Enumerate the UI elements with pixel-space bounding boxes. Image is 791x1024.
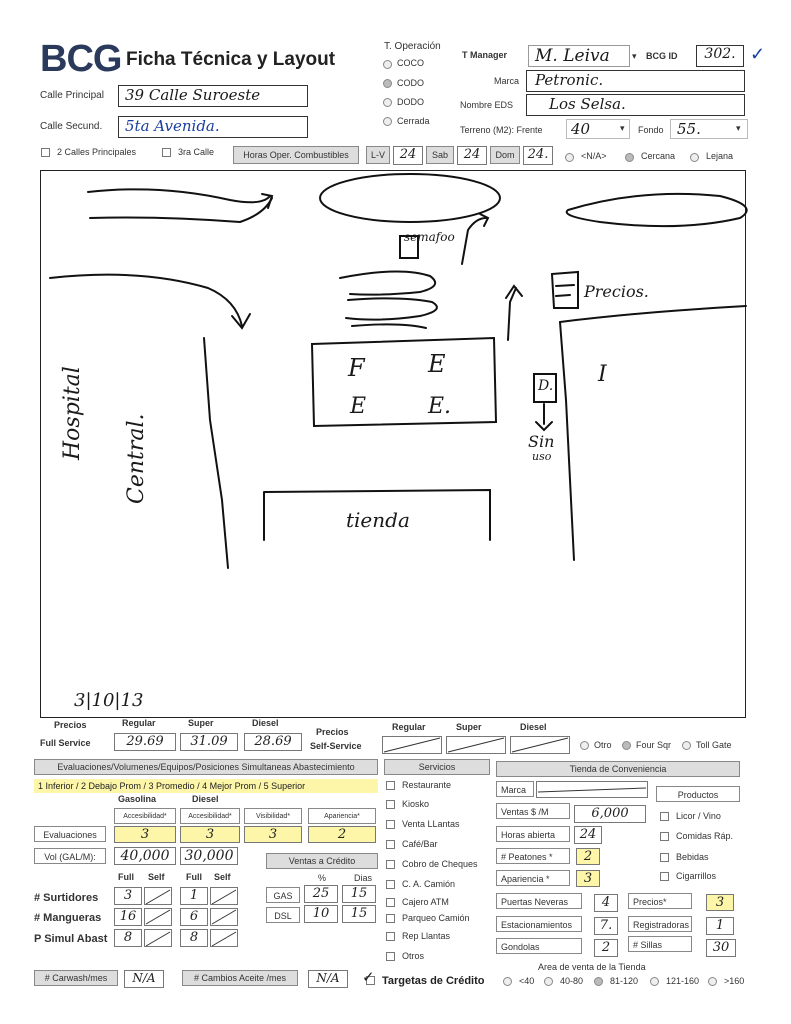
- self-gas-header: Self: [148, 872, 165, 882]
- accesibilidad-gas-header: Accesibilidad*: [114, 808, 176, 824]
- peatones-field[interactable]: 2: [576, 848, 600, 865]
- producto-label-2: Comidas Ráp.: [676, 831, 734, 841]
- dos-calles-checkbox[interactable]: [41, 148, 50, 157]
- ventas-label: Ventas $ /M: [496, 803, 570, 819]
- eval-apariencia[interactable]: 2: [308, 826, 376, 843]
- radio-area-2[interactable]: [544, 977, 553, 986]
- radio-area-1[interactable]: [503, 977, 512, 986]
- fondo-field[interactable]: 55.: [670, 119, 748, 139]
- servicio-label-3: Venta LLantas: [402, 819, 460, 829]
- scale-legend: 1 Inferior / 2 Debajo Prom / 3 Promedio / 4 Mejor Prom / 5 Superior: [34, 779, 378, 793]
- lv-label: L-V: [366, 146, 390, 164]
- precios-tienda-label: Precios*: [628, 893, 692, 909]
- simul-full-dsl[interactable]: 8: [180, 929, 208, 947]
- servicio-checkbox-2[interactable]: [386, 800, 395, 809]
- estacionamientos-field[interactable]: 7.: [594, 917, 618, 935]
- credito-dsl-label: DSL: [266, 907, 300, 923]
- producto-checkbox-3[interactable]: [660, 853, 669, 862]
- tercera-calle-checkbox[interactable]: [162, 148, 171, 157]
- sketch-uso-label: uso: [532, 450, 552, 463]
- option-coco: COCO: [397, 58, 424, 68]
- vol-gas-field[interactable]: 40,000: [114, 847, 176, 865]
- credito-gas-label: GAS: [266, 887, 300, 903]
- surtidores-full-dsl[interactable]: 1: [180, 887, 208, 905]
- super-price-field[interactable]: 31.09: [180, 733, 238, 751]
- apariencia-tienda-label: Apariencia *: [496, 870, 570, 886]
- credito-dsl-dias[interactable]: 15: [342, 905, 376, 923]
- sketch-pump-d-label: D.: [538, 378, 554, 394]
- full-service-label: Full Service: [40, 738, 91, 748]
- vol-dsl-field[interactable]: 30,000: [180, 847, 238, 865]
- marca-label: Marca: [494, 76, 520, 86]
- calle-principal-field[interactable]: 39 Calle Suroeste: [118, 85, 308, 107]
- cambios-aceite-field[interactable]: N/A: [308, 970, 348, 988]
- producto-checkbox-2[interactable]: [660, 832, 669, 841]
- gondolas-field[interactable]: 2: [594, 939, 618, 957]
- full-dsl-header: Full: [186, 872, 202, 882]
- area-option-3: 81-120: [610, 976, 639, 986]
- self-super-header: Super: [456, 722, 482, 732]
- terreno-frente-field[interactable]: 40: [566, 119, 630, 139]
- radio-lejana[interactable]: [690, 153, 699, 162]
- radio-four-sqr[interactable]: [622, 741, 631, 750]
- visibilidad-header: Visibilidad*: [244, 808, 302, 824]
- credito-dsl-pct[interactable]: 10: [304, 905, 338, 923]
- mangueras-full-dsl[interactable]: 6: [180, 908, 208, 926]
- evaluaciones-header-button[interactable]: Evaluaciones/Volumenes/Equipos/Posiciones Simultaneas Abastecimiento: [34, 759, 378, 775]
- tienda-conveniencia-button[interactable]: Tienda de Conveniencia: [496, 761, 740, 777]
- servicio-checkbox-7[interactable]: [386, 898, 395, 907]
- sketch-pump-d: E.: [428, 394, 452, 419]
- sketch-tienda-label: tienda: [346, 508, 410, 532]
- producto-checkbox-1[interactable]: [660, 812, 669, 821]
- tercera-calle-label: 3ra Calle: [178, 147, 215, 157]
- self-service-strike: [380, 734, 580, 758]
- t-manager-field[interactable]: M. Leiva: [528, 45, 630, 67]
- option-cerrada: Cerrada: [397, 116, 430, 126]
- dom-field[interactable]: 24.: [523, 146, 553, 165]
- precios-tienda-field[interactable]: 3: [706, 894, 734, 911]
- producto-label-4: Cigarrillos: [676, 871, 717, 881]
- sketch-semaforo-label: semafoo: [404, 230, 455, 244]
- horas-oper-button[interactable]: Horas Oper. Combustibles: [233, 146, 359, 164]
- fondo-label: Fondo: [638, 125, 664, 135]
- self-diesel-header: Diesel: [520, 722, 547, 732]
- credito-gas-pct[interactable]: 25: [304, 885, 338, 903]
- servicio-checkbox-1[interactable]: [386, 781, 395, 790]
- radio-area-5[interactable]: [708, 977, 717, 986]
- servicio-label-2: Kiosko: [402, 799, 430, 809]
- full-gas-header: Full: [118, 872, 134, 882]
- diesel-price-field[interactable]: 28.69: [244, 733, 302, 751]
- area-venta-label: Area de venta de la Tienda: [538, 962, 646, 972]
- accesibilidad-dsl-header: Accesibilidad*: [180, 808, 240, 824]
- na-label: <N/A>: [581, 151, 607, 161]
- apariencia-tienda-field[interactable]: 3: [576, 870, 600, 887]
- horas-abierta-label: Horas abierta: [496, 826, 570, 842]
- calle-principal-label: Calle Principal: [40, 90, 104, 101]
- tienda-marca-label: Marca: [496, 781, 534, 797]
- ventas-credito-button[interactable]: Ventas a Crédito: [266, 853, 378, 869]
- servicio-checkbox-8[interactable]: [386, 914, 395, 923]
- producto-label-3: Bebidas: [676, 852, 709, 862]
- servicio-label-9: Rep Llantas: [402, 931, 451, 941]
- calle-secund-label: Calle Secund.: [40, 121, 103, 132]
- tarjetas-label: Targetas de Crédito: [382, 975, 485, 987]
- toll-gate-label: Toll Gate: [696, 740, 732, 750]
- otro-label: Otro: [594, 740, 612, 750]
- horas-abierta-field[interactable]: 24: [574, 826, 602, 844]
- servicio-label-1: Restaurante: [402, 780, 452, 790]
- bcg-logo: BCG: [40, 38, 122, 80]
- t-manager-label: T Manager: [462, 50, 508, 60]
- sketch-sin-label: Sin: [528, 432, 555, 451]
- marca-field[interactable]: Petronic.: [526, 70, 745, 92]
- gasolina-header: Gasolina: [118, 794, 157, 804]
- puertas-neveras-field[interactable]: 4: [594, 894, 618, 912]
- estacionamientos-label: Estacionamientos: [496, 916, 582, 932]
- ventas-field[interactable]: 6,000: [574, 805, 646, 823]
- regular-price-field[interactable]: 29.69: [114, 733, 176, 751]
- sketch-pump-b: E: [428, 350, 446, 378]
- precios-self-label: Precios: [316, 727, 349, 737]
- radio-codo[interactable]: [383, 79, 392, 88]
- servicio-label-6: C. A. Camión: [402, 879, 456, 889]
- fondo-dropdown-icon[interactable]: ▾: [736, 123, 741, 133]
- dom-label: Dom: [490, 146, 520, 164]
- terreno-label: Terreno (M2): Frente: [460, 125, 543, 135]
- simul-abast-label: P Simul Abast: [34, 933, 108, 945]
- evaluaciones-label: Evaluaciones: [34, 826, 106, 842]
- credito-gas-dias[interactable]: 15: [342, 885, 376, 903]
- radio-cercana[interactable]: [625, 153, 634, 162]
- registradoras-label: Registradoras: [628, 916, 692, 932]
- area-option-1: <40: [519, 976, 535, 986]
- radio-toll-gate[interactable]: [682, 741, 691, 750]
- diesel-header: Diesel: [252, 718, 279, 728]
- radio-area-3[interactable]: [594, 977, 603, 986]
- carwash-button[interactable]: # Carwash/mes: [34, 970, 118, 986]
- sketch-central-label: Central.: [124, 413, 149, 504]
- sillas-label: # Sillas: [628, 936, 692, 952]
- t-operacion-label: T. Operación: [384, 41, 441, 52]
- producto-label-1: Licor / Vino: [676, 811, 721, 821]
- servicio-checkbox-9[interactable]: [386, 932, 395, 941]
- checkmark-icon: ✓: [750, 44, 766, 64]
- servicio-checkbox-4[interactable]: [386, 840, 395, 849]
- surtidores-full-gas[interactable]: 3: [114, 887, 142, 905]
- servicio-label-5: Cobro de Cheques: [402, 859, 478, 869]
- sab-field[interactable]: 24: [457, 146, 487, 165]
- credito-dias-header: Dias: [354, 873, 373, 883]
- servicio-checkbox-6[interactable]: [386, 880, 395, 889]
- frente-dropdown-icon[interactable]: ▾: [620, 123, 625, 133]
- radio-area-4[interactable]: [650, 977, 659, 986]
- diesel-eval-header: Diesel: [192, 794, 219, 804]
- super-header: Super: [188, 718, 214, 728]
- sketch-pump-a: F: [348, 354, 365, 382]
- tienda-marca-strike: [536, 780, 650, 800]
- option-codo: CODO: [397, 78, 424, 88]
- sab-label: Sab: [426, 146, 454, 164]
- radio-na[interactable]: [565, 153, 574, 162]
- option-dodo: DODO: [397, 97, 424, 107]
- servicio-checkbox-10[interactable]: [386, 952, 395, 961]
- peatones-label: # Peatones *: [496, 848, 570, 864]
- cercana-label: Cercana: [641, 151, 676, 161]
- area-option-4: 121-160: [666, 976, 700, 986]
- nombre-eds-label: Nombre EDS: [460, 100, 514, 110]
- tarjetas-check-icon: ✓: [362, 969, 375, 986]
- puertas-neveras-label: Puertas Neveras: [496, 893, 582, 909]
- self-column-strikes: [142, 886, 272, 950]
- apariencia-header: Apariencia*: [308, 808, 376, 824]
- registradoras-field[interactable]: 1: [706, 917, 734, 935]
- servicio-label-4: Café/Bar: [402, 839, 438, 849]
- area-option-2: 40-80: [560, 976, 584, 986]
- eval-accesibilidad-dsl[interactable]: 3: [180, 826, 240, 843]
- regular-header: Regular: [122, 718, 156, 728]
- lv-field[interactable]: 24: [393, 146, 423, 165]
- mangueras-full-gas[interactable]: 16: [114, 908, 142, 926]
- eval-accesibilidad-gas[interactable]: 3: [114, 826, 176, 843]
- sketch-pump-c: E: [350, 394, 367, 419]
- calle-secund-field[interactable]: 5ta Avenida.: [118, 116, 308, 138]
- surtidores-label: # Surtidores: [34, 892, 99, 904]
- sketch-precios-label: Precios.: [584, 282, 649, 301]
- servicio-label-8: Parqueo Camión: [402, 913, 470, 923]
- servicio-checkbox-5[interactable]: [386, 860, 395, 869]
- servicio-label-7: Cajero ATM: [402, 897, 449, 907]
- bcg-id-label: BCG ID: [646, 51, 678, 61]
- area-option-5: >160: [724, 976, 745, 986]
- self-regular-header: Regular: [392, 722, 426, 732]
- sketch-hospital-label: Hospital: [60, 366, 85, 460]
- radio-dodo[interactable]: [383, 98, 392, 107]
- sketch-date: 3|10|13: [74, 690, 144, 711]
- four-sqr-label: Four Sqr: [636, 740, 672, 750]
- credito-pct-header: %: [318, 873, 327, 883]
- productos-button[interactable]: Productos: [656, 786, 740, 802]
- radio-coco[interactable]: [383, 60, 392, 69]
- eval-visibilidad[interactable]: 3: [244, 826, 302, 843]
- gondolas-label: Gondolas: [496, 938, 582, 954]
- dos-calles-label: 2 Calles Principales: [57, 147, 137, 157]
- radio-otro[interactable]: [580, 741, 589, 750]
- mangueras-label: # Mangueras: [34, 912, 102, 924]
- precios-label: Precios: [54, 720, 87, 730]
- simul-full-gas[interactable]: 8: [114, 929, 142, 947]
- cambios-aceite-button[interactable]: # Cambios Aceite /mes: [182, 970, 298, 986]
- carwash-field[interactable]: N/A: [124, 970, 164, 988]
- servicio-label-10: Otros: [402, 951, 425, 961]
- bcg-id-field[interactable]: 302.: [696, 45, 744, 67]
- radio-cerrada[interactable]: [383, 117, 392, 126]
- servicio-checkbox-3[interactable]: [386, 820, 395, 829]
- self-service-label: Self-Service: [310, 741, 362, 751]
- producto-checkbox-4[interactable]: [660, 872, 669, 881]
- vol-label: Vol (GAL/M):: [34, 848, 106, 864]
- page-title: Ficha Técnica y Layout: [126, 49, 336, 70]
- t-manager-dropdown-icon[interactable]: ▾: [632, 51, 637, 61]
- sillas-field[interactable]: 30: [706, 939, 736, 957]
- sketch-pump-e: I: [598, 362, 607, 387]
- self-dsl-header: Self: [214, 872, 231, 882]
- servicios-button[interactable]: Servicios: [384, 759, 490, 775]
- lejana-label: Lejana: [706, 151, 734, 161]
- nombre-eds-field[interactable]: Los Selsa.: [526, 94, 745, 116]
